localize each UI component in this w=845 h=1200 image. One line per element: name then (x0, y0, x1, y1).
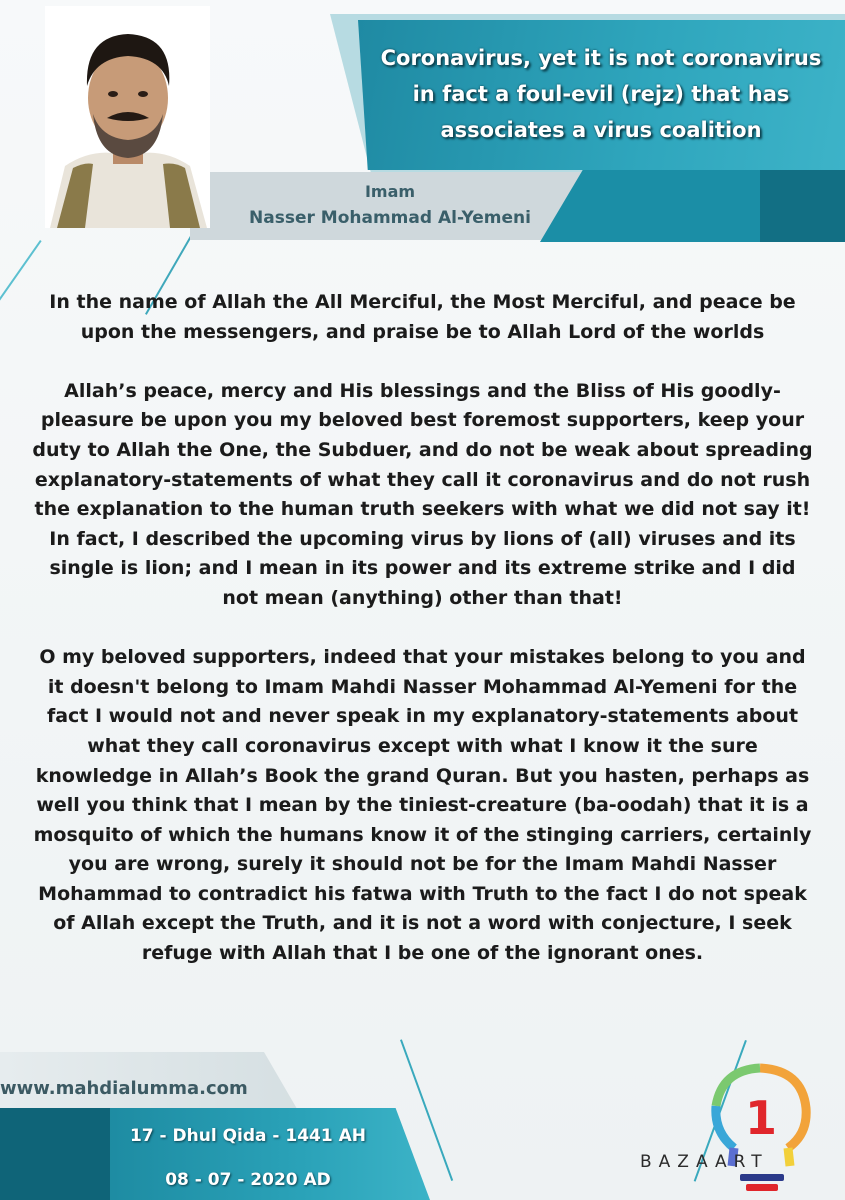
date-hijri: 17 - Dhul Qida - 1441 AH (129, 1126, 367, 1146)
bazaart-logo (630, 1056, 830, 1196)
lightbulb-logo-icon (630, 1056, 830, 1196)
author-name: Nasser Mohammad Al-Yemeni (249, 208, 531, 228)
article-body (30, 288, 815, 969)
date-ad: 08 - 07 - 2020 AD (165, 1170, 331, 1190)
paragraph: In the name of Allah the All Merciful, the Most Merciful, and peace be upon the messengers, and praise be to Allah Lord of the worlds (49, 291, 796, 343)
paragraph: O my beloved supporters, indeed that your mistakes belong to you and it doesn't belong to Imam Mahdi Nasser Mohammad Al-Yemeni for the fact I would not and never speak in my explanatory-statements about what they call coronavirus except with what I know it the sure knowledge in Allah’s Book the grand Quran. But you hasten, perhaps as well you think that I mean by the tiniest-creature (ba-oodah) that it is a mosquito of which the humans know it of the stinging carriers, certainly you are wrong, surely it should not be for the Imam Mahdi Nasser Mohammad to contradict his fatwa with Truth to the fact I do not speak of Allah except the Truth, and it is not a word with conjecture, I seek refuge with Allah that I be one of the ignorant ones. (33, 646, 812, 965)
page-title (366, 40, 836, 148)
title-line-3: associates a virus coalition (440, 118, 762, 142)
paragraph: Allah’s peace, mercy and His blessings and the Bliss of His goodly-pleasure be upon you my beloved best foremost supporters, keep your duty to Allah the One, the Subduer, and do not be weak about spreading explanatory-statements of what they call it coronavirus and do not rush the explanation to the human truth seekers with what we did not say it! In fact, I described the upcoming virus by lions of (all) viruses and its single is lion; and I mean in its power and its extreme strike and I did not mean (anything) other than that! (32, 379, 813, 609)
author-role: Imam (364, 182, 416, 201)
logo-number: 1 (744, 1091, 778, 1145)
footer-band-dark (0, 1108, 110, 1200)
title-line-1: Coronavirus, yet it is not coronavirus (380, 46, 822, 70)
portrait-image (45, 6, 210, 228)
logo-word: BAZAART (640, 1152, 769, 1172)
author-strip-accent-dark (760, 170, 845, 242)
title-line-2: in fact a foul-evil (rejz) that has (412, 82, 790, 106)
man-portrait-icon (45, 6, 210, 228)
website-link[interactable]: www.mahdialumma.com (0, 1078, 248, 1099)
author-block (200, 180, 580, 232)
